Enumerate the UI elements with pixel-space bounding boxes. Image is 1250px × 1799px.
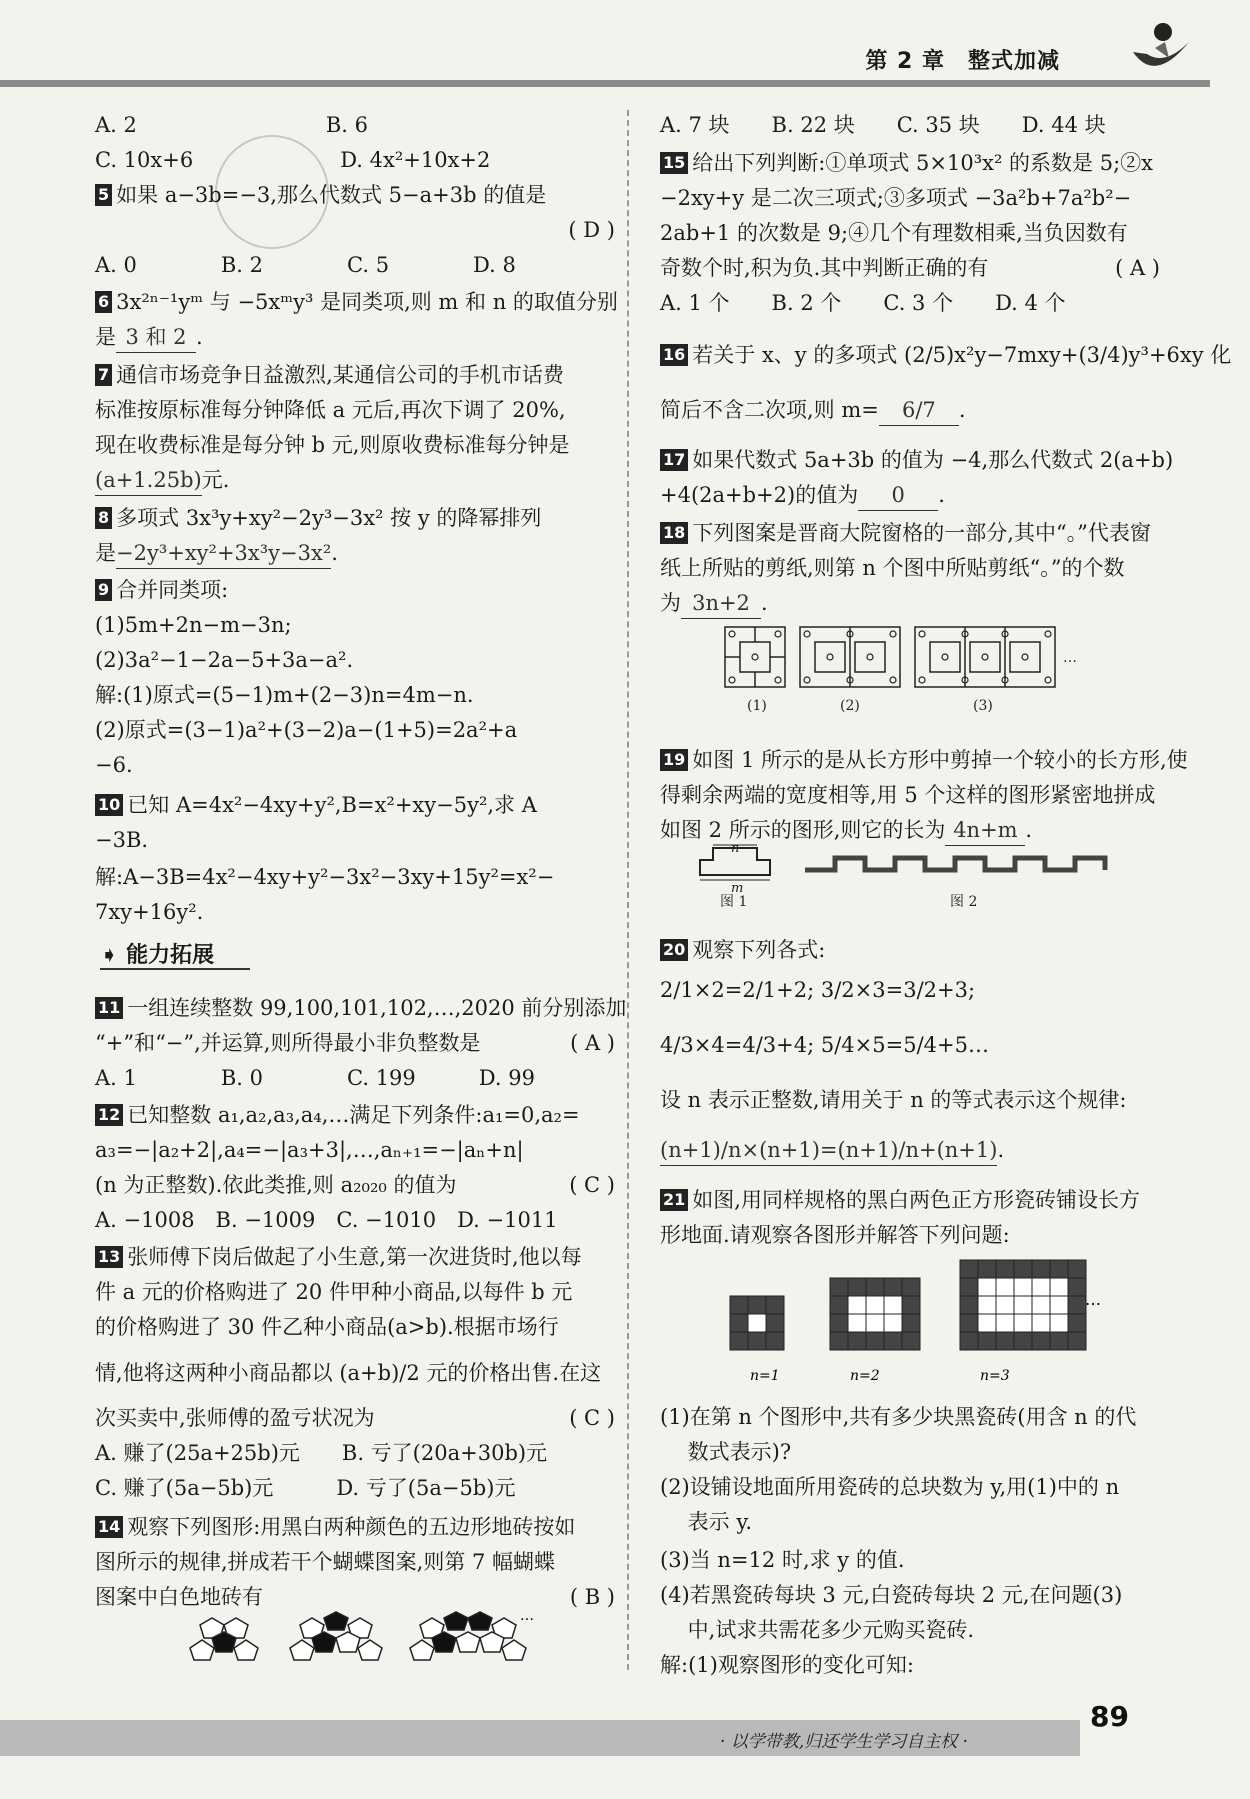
text-line <box>95 1277 615 1307</box>
black-tile <box>1050 1260 1068 1278</box>
text-line <box>95 180 615 210</box>
black-tile <box>1014 1260 1032 1278</box>
text-line <box>95 1512 615 1542</box>
white-tile <box>1014 1278 1032 1296</box>
text-line <box>95 465 615 496</box>
text-line <box>95 360 615 390</box>
text-line <box>95 862 615 892</box>
line-text: −6. <box>95 753 133 777</box>
line-text: 简后不含二次项,则 m= <box>660 398 879 422</box>
black-tile <box>960 1296 978 1314</box>
line-text: 纸上所贴的剪纸,则第 n 个图中所贴剪纸“。”的个数 <box>660 556 1125 580</box>
answer-choice: ( C ) <box>569 1406 615 1430</box>
line-suffix: . <box>331 541 338 565</box>
line-text: 解:(1)观察图形的变化可知: <box>660 1653 914 1677</box>
footer-motto: · 以学带教,归还学生学习自主权 · <box>720 1732 969 1752</box>
text-line <box>660 288 1160 318</box>
black-tile <box>766 1314 784 1332</box>
page-header <box>0 0 1250 90</box>
line-text: A. 赚了(25a+25b)元 B. 亏了(20a+30b)元 <box>95 1441 548 1465</box>
question-number: 9 <box>95 579 112 601</box>
question-number: 6 <box>95 291 112 313</box>
black-tile <box>902 1314 920 1332</box>
black-tile <box>830 1314 848 1332</box>
question-number: 17 <box>660 449 688 471</box>
line-text: “+”和“−”,并运算,则所得最小非负整数是 <box>95 1031 481 1055</box>
black-tile <box>766 1332 784 1350</box>
black-tile <box>766 1296 784 1314</box>
line-text: 图所示的规律,拼成若干个蝴蝶图案,则第 7 幅蝴蝶 <box>95 1550 556 1574</box>
text-line <box>95 1205 615 1235</box>
answer-choice: ( C ) <box>569 1173 615 1197</box>
page-footer <box>0 1680 1250 1750</box>
section-heading: ➧ 能力拓展 <box>100 943 215 968</box>
black-tile <box>830 1332 848 1350</box>
text-line <box>660 1402 1160 1432</box>
line-suffix: . <box>761 591 768 615</box>
black-tile <box>748 1332 766 1350</box>
fig19-caption-2: 图 2 <box>950 894 978 910</box>
question-number: 13 <box>95 1246 123 1268</box>
fig19-caption-1: 图 1 <box>720 894 748 910</box>
line-text: −2xy+y 是二次三项式;③多项式 −3a²b+7a²b²− <box>660 186 1132 210</box>
text-line <box>95 610 615 640</box>
fig19-label-n: n <box>731 841 740 856</box>
fig21-ellipsis: … <box>1085 1290 1101 1309</box>
text-line <box>660 1580 1160 1610</box>
fig21-label: n=2 <box>850 1368 880 1384</box>
black-tile <box>866 1278 884 1296</box>
line-text: 3x²ⁿ⁻¹yᵐ 与 −5xᵐy³ 是同类项,则 m 和 n 的取值分别 <box>116 290 618 314</box>
line-text: 合并同类项: <box>116 578 229 602</box>
text-line <box>660 253 1160 283</box>
black-tile <box>978 1332 996 1350</box>
white-tile <box>884 1314 902 1332</box>
white-tile <box>848 1296 866 1314</box>
line-text: 表示 y. <box>660 1510 753 1534</box>
line-text: 设 n 表示正整数,请用关于 n 的等式表示这个规律: <box>660 1088 1127 1112</box>
text-line <box>95 897 615 927</box>
line-text: 次买卖中,张师傅的盈亏状况为 <box>95 1406 375 1430</box>
black-tile <box>902 1296 920 1314</box>
text-line <box>95 1135 615 1165</box>
line-text: A. −1008 B. −1009 C. −1010 D. −1011 <box>95 1208 558 1232</box>
text-line <box>95 1170 615 1200</box>
chapter-title: 第 2 章 整式加减 <box>865 49 1060 74</box>
logo-icon <box>1125 14 1195 84</box>
white-tile <box>1050 1296 1068 1314</box>
text-line <box>95 790 615 820</box>
white-tile <box>978 1314 996 1332</box>
text-line <box>95 538 615 569</box>
black-tile <box>830 1278 848 1296</box>
tile-figure <box>725 1240 1115 1390</box>
line-text: A. 7 块 B. 22 块 C. 35 块 D. 44 块 <box>660 113 1106 137</box>
notched-strip-figure <box>695 840 1135 910</box>
line-text: C. 赚了(5a−5b)元 D. 亏了(5a−5b)元 <box>95 1476 516 1500</box>
text-line <box>660 1185 1160 1215</box>
answer-blank: 0 <box>858 480 938 511</box>
line-text: 7xy+16y². <box>95 900 204 924</box>
answer-blank: 6/7 <box>879 395 959 426</box>
black-tile <box>866 1332 884 1350</box>
question-number: 15 <box>660 152 688 174</box>
line-text: 现在收费标准是每分钟 b 元,则原收费标准每分钟是 <box>95 433 570 457</box>
text-line <box>95 287 618 317</box>
black-tile <box>960 1332 978 1350</box>
text-line <box>660 148 1160 178</box>
question-number: 8 <box>95 507 112 529</box>
text-line <box>95 395 615 425</box>
white-tile <box>1050 1314 1068 1332</box>
line-suffix: 元. <box>201 468 230 492</box>
line-text: 件 a 元的价格购进了 20 件甲种小商品,以每件 b 元 <box>95 1280 573 1304</box>
question-number: 10 <box>95 794 123 816</box>
text-line <box>660 480 1160 511</box>
black-tile <box>1032 1260 1050 1278</box>
line-text: +4(2a+b+2)的值为 <box>660 483 859 507</box>
black-tile <box>1068 1332 1086 1350</box>
text-line <box>95 145 615 175</box>
black-tile <box>730 1296 748 1314</box>
white-tile <box>1032 1278 1050 1296</box>
fig19-label-m: m <box>731 881 744 896</box>
text-line <box>95 1063 615 1093</box>
line-text: 多项式 3x³y+xy²−2y³−3x² 按 y 的降幂排列 <box>116 506 542 530</box>
fig21-label: n=3 <box>980 1368 1010 1384</box>
text-line <box>660 935 1160 965</box>
line-text: 解:(1)原式=(5−1)m+(2−3)n=4m−n. <box>95 683 474 707</box>
black-tile <box>1068 1314 1086 1332</box>
black-tile <box>960 1260 978 1278</box>
text-line <box>660 340 1232 370</box>
white-tile <box>866 1296 884 1314</box>
text-line <box>660 745 1188 775</box>
line-text: 如果代数式 5a+3b 的值为 −4,那么代数式 2(a+b) <box>692 448 1174 472</box>
line-text: A. 1 个 B. 2 个 C. 3 个 D. 4 个 <box>660 291 1066 315</box>
white-tile <box>978 1278 996 1296</box>
answer-choice: ( D ) <box>568 218 615 242</box>
white-tile <box>884 1296 902 1314</box>
text-line <box>95 575 615 605</box>
line-text: A. 1 B. 0 C. 199 D. 99 <box>95 1066 535 1090</box>
text-line <box>95 1547 615 1577</box>
line-text: 通信市场竞争日益激烈,某通信公司的手机市话费 <box>116 363 564 387</box>
text-line <box>95 645 615 675</box>
white-tile <box>996 1278 1014 1296</box>
black-tile <box>1014 1332 1032 1350</box>
window-grid-figure <box>705 625 1095 720</box>
line-text: 图案中白色地砖有 <box>95 1585 263 1609</box>
line-suffix: . <box>1025 818 1033 842</box>
line-suffix: . <box>958 398 966 422</box>
white-tile <box>996 1314 1014 1332</box>
text-line <box>95 1100 615 1130</box>
text-line <box>660 218 1160 248</box>
text-line <box>95 1438 615 1468</box>
line-text: 形地面.请观察各图形并解答下列问题: <box>660 1223 1010 1247</box>
line-text: 是 <box>95 541 116 565</box>
text-line <box>660 553 1160 583</box>
text-line <box>660 395 1160 426</box>
text-line <box>660 1135 1160 1166</box>
white-tile <box>866 1314 884 1332</box>
line-text: 数式表示)? <box>660 1440 792 1464</box>
line-text: (1)5m+2n−m−3n; <box>95 613 292 637</box>
text-line <box>660 1472 1160 1502</box>
text-line <box>660 975 1160 1005</box>
question-number: 11 <box>95 997 123 1019</box>
white-tile <box>1032 1314 1050 1332</box>
black-tile <box>748 1296 766 1314</box>
arrow-icon: ➧ <box>100 943 119 968</box>
black-tile <box>830 1296 848 1314</box>
line-text: 是 <box>95 325 116 349</box>
question-number: 16 <box>660 344 688 366</box>
white-tile <box>848 1314 866 1332</box>
black-tile <box>730 1314 748 1332</box>
line-text: (2)3a²−1−2a−5+3a−a². <box>95 648 354 672</box>
line-text: 标准按原标准每分钟降低 a 元后,再次下调了 20%, <box>95 398 566 422</box>
black-tile <box>1050 1332 1068 1350</box>
line-text: (2)设铺设地面所用瓷砖的总块数为 y,用(1)中的 n <box>660 1475 1120 1499</box>
question-number: 5 <box>95 184 112 206</box>
answer-blank: (a+1.25b) <box>95 465 202 496</box>
line-text: 中,试求共需花多少元购买瓷砖. <box>660 1618 975 1642</box>
black-tile <box>884 1332 902 1350</box>
text-line <box>660 1085 1160 1115</box>
fig18-label-3: (3) <box>973 698 993 714</box>
question-number: 20 <box>660 939 688 961</box>
line-text: 观察下列各式: <box>692 938 826 962</box>
text-line <box>95 322 615 353</box>
line-text: 已知整数 a₁,a₂,a₃,a₄,…满足下列条件:a₁=0,a₂= <box>127 1103 580 1127</box>
line-text: −3B. <box>95 828 149 852</box>
line-text: (3)当 n=12 时,求 y 的值. <box>660 1548 905 1572</box>
line-suffix: . <box>997 1138 1005 1162</box>
line-text: (2)原式=(3−1)a²+(3−2)a−(1+5)=2a²+a <box>95 718 518 742</box>
black-tile <box>848 1332 866 1350</box>
line-text: 为 <box>660 591 681 615</box>
white-tile <box>978 1296 996 1314</box>
butterfly-figure <box>180 1610 600 1670</box>
white-tile <box>1014 1296 1032 1314</box>
text-line <box>95 715 615 745</box>
line-text: (4)若黑瓷砖每块 3 元,白瓷砖每块 2 元,在问题(3) <box>660 1583 1123 1607</box>
line-text: 下列图案是晋商大院窗格的一部分,其中“。”代表窗 <box>692 521 1151 545</box>
line-text: 2/1×2=2/1+2; 3/2×3=3/2+3; <box>660 978 976 1002</box>
question-number: 21 <box>660 1189 688 1211</box>
black-tile <box>884 1278 902 1296</box>
text-line <box>660 1545 1160 1575</box>
line-text: (n 为正整数).依此类推,则 a₂₀₂₀ 的值为 <box>95 1173 457 1197</box>
text-line <box>660 445 1174 475</box>
text-line <box>95 1028 615 1058</box>
fig21-label: n=1 <box>750 1368 780 1384</box>
black-tile <box>1068 1278 1086 1296</box>
black-tile <box>960 1314 978 1332</box>
black-tile <box>902 1278 920 1296</box>
text-line <box>660 1615 1160 1645</box>
line-text: 的价格购进了 30 件乙种小商品(a>b).根据市场行 <box>95 1315 559 1339</box>
text-line <box>660 1437 1160 1467</box>
black-tile <box>978 1260 996 1278</box>
white-tile <box>996 1296 1014 1314</box>
text-line <box>95 503 615 533</box>
header-bar <box>0 80 1210 87</box>
line-text: (1)在第 n 个图形中,共有多少块黑瓷砖(用含 n 的代 <box>660 1405 1137 1429</box>
white-tile <box>1050 1278 1068 1296</box>
line-text: 2ab+1 的次数是 9;④几个有理数相乘,当负因数有 <box>660 221 1128 245</box>
question-number: 12 <box>95 1104 123 1126</box>
answer-blank: 3n+2 <box>681 588 761 619</box>
line-text: A. 0 B. 2 C. 5 D. 8 <box>95 253 516 277</box>
text-line <box>660 588 1160 619</box>
line-text: 如图 1 所示的是从长方形中剪掉一个较小的长方形,使 <box>692 748 1188 772</box>
fig18-ellipsis: … <box>1063 650 1077 666</box>
text-line <box>660 1650 1160 1680</box>
line-suffix: . <box>938 483 945 507</box>
black-tile <box>960 1278 978 1296</box>
line-suffix: . <box>196 325 203 349</box>
black-tile <box>1032 1332 1050 1350</box>
line-text: 给出下列判断:①单项式 5×10³x² 的系数是 5;②x <box>692 151 1154 175</box>
line-text: 一组连续整数 99,100,101,102,…,2020 前分别添加 <box>127 996 627 1020</box>
line-text: 如图 2 所示的图形,则它的长为 <box>660 818 946 842</box>
line-text: 情,他将这两种小商品都以 (a+b)/2 元的价格出售.在这 <box>95 1361 602 1385</box>
fig18-label-1: (1) <box>747 698 767 714</box>
line-text: a₃=−|a₂+2|,a₄=−|a₃+3|,…,aₙ₊₁=−|aₙ+n| <box>95 1138 524 1162</box>
text-line <box>660 183 1160 213</box>
text-line <box>95 1403 615 1433</box>
text-line <box>660 1030 1160 1060</box>
line-text: 奇数个时,积为负.其中判断正确的有 <box>660 256 989 280</box>
white-tile <box>1032 1296 1050 1314</box>
text-line <box>95 825 615 855</box>
black-tile <box>848 1278 866 1296</box>
text-line <box>660 780 1160 810</box>
text-line <box>95 1473 615 1503</box>
question-number: 19 <box>660 749 688 771</box>
answer-blank: (n+1)/n×(n+1)=(n+1)/n+(n+1) <box>660 1135 997 1166</box>
text-line <box>95 1312 615 1342</box>
question-number: 7 <box>95 364 112 386</box>
text-line <box>95 750 615 780</box>
page-number: 89 <box>1090 1700 1129 1733</box>
text-line <box>95 250 615 280</box>
fig18-label-2: (2) <box>840 698 860 714</box>
question-number: 14 <box>95 1516 123 1538</box>
black-tile <box>1068 1296 1086 1314</box>
column-divider <box>627 110 629 1670</box>
text-line <box>660 1507 1160 1537</box>
line-text: C. 10x+6 D. 4x²+10x+2 <box>95 148 491 172</box>
black-tile <box>996 1260 1014 1278</box>
line-text: 若关于 x、y 的多项式 (2/5)x²y−7mxy+(3/4)y³+6xy 化 <box>692 343 1232 367</box>
answer-choice: ( B ) <box>569 1585 615 1609</box>
line-text: 如果 a−3b=−3,那么代数式 5−a+3b 的值是 <box>116 183 547 207</box>
answer-blank: 3 和 2 <box>116 322 196 353</box>
line-text: 解:A−3B=4x²−4xy+y²−3x²−3xy+15y²=x²− <box>95 865 555 889</box>
answer-blank: 4n+m <box>945 815 1025 846</box>
line-text: 得剩余两端的宽度相等,用 5 个这样的图形紧密地拼成 <box>660 783 1156 807</box>
text-line <box>95 993 627 1023</box>
text-line <box>660 110 1160 140</box>
black-tile <box>902 1332 920 1350</box>
black-tile <box>1068 1260 1086 1278</box>
text-line <box>95 1358 615 1388</box>
text-line <box>95 430 615 460</box>
black-tile <box>730 1332 748 1350</box>
answer-choice: ( A ) <box>570 1031 615 1055</box>
text-line <box>95 680 615 710</box>
section-underline <box>100 968 250 970</box>
answer-choice: ( A ) <box>1115 256 1160 280</box>
line-text: A. 2 B. 6 <box>95 113 369 137</box>
black-tile <box>996 1332 1014 1350</box>
text-line <box>95 110 615 140</box>
line-text: 已知 A=4x²−4xy+y²,B=x²+xy−5y²,求 A <box>127 793 537 817</box>
text-line <box>660 518 1160 548</box>
line-text: 张师傅下岗后做起了小生意,第一次进货时,他以每 <box>127 1245 582 1269</box>
text-line <box>95 1582 615 1612</box>
white-tile <box>1014 1314 1032 1332</box>
line-text: 4/3×4=4/3+4; 5/4×5=5/4+5… <box>660 1033 989 1057</box>
question-number: 18 <box>660 522 688 544</box>
line-text: 如图,用同样规格的黑白两色正方形瓷砖铺设长方 <box>692 1188 1140 1212</box>
white-tile <box>748 1314 766 1332</box>
line-text: 观察下列图形:用黑白两种颜色的五边形地砖按如 <box>127 1515 576 1539</box>
butterfly-ellipsis: … <box>520 1610 534 1624</box>
text-line <box>95 1242 615 1272</box>
answer-blank: −2y³+xy²+3x³y−3x² <box>116 538 331 569</box>
